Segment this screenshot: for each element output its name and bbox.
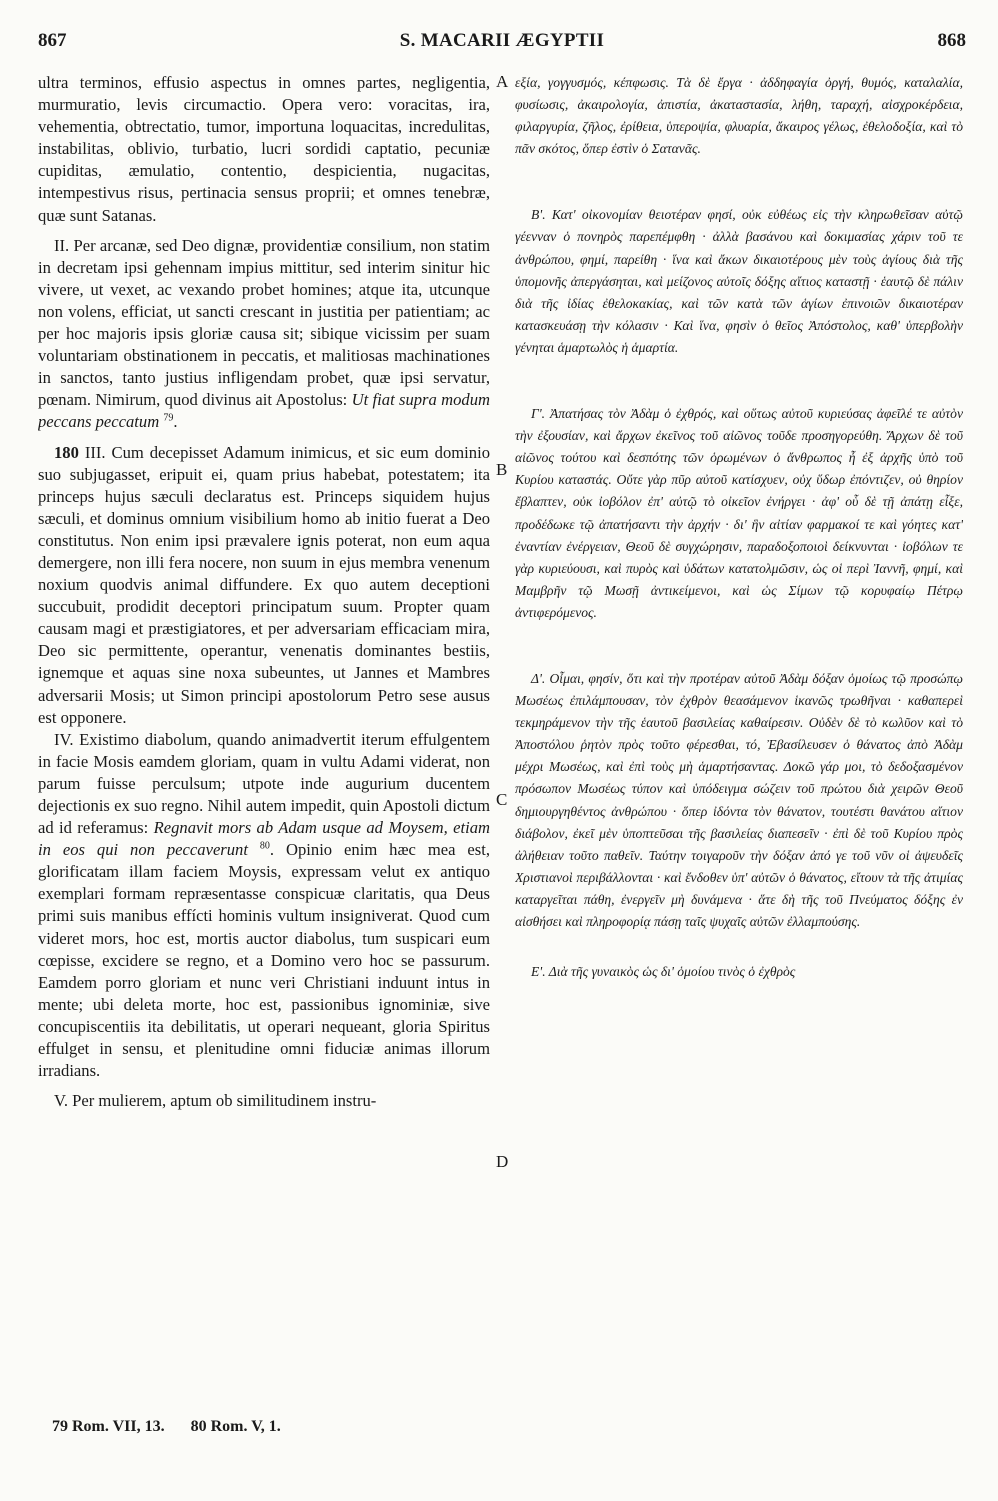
footnotes [52, 1418, 303, 1436]
latin-p2-end: . [173, 412, 178, 432]
greek-paragraph-2: Γ'. Ἀπατήσας τὸν Ἀδὰμ ὁ ἐχθρός, καὶ οὕτως αὐτοῦ κυριεύσας ἀφεῖλέ τε αὐτὸν τὴν ἐξουσίαν, καὶ ἄρχων ἐκεῖνος τοῦ αἰῶνος τοῦδε προσηγορεύθη. Ἄρχων δὲ τοῦ αἰῶνος τούτου καὶ δεσπότης τῶν ὁρωμένων ὁ ἄνθρωπος ἦ ἐξ ἀρχῆς ὑπὸ τοῦ Κυρίου καταστάς. Οὔτε γὰρ πῦρ αὐτοῦ κατίσχυεν, οὐχ ὕδωρ ἐπόντιζεν, οὐ θηρίον ἔβλαπτεν, οὐκ ἰοβόλον ἐπ' αὐτῷ τὸ οἰκεῖον ἐνήργει · ἀφ' οὗ δὲ τῇ ἀπάτῃ εἶξε, προδέδωκε τῷ ἀπατήσαντι τὴν ἀρχήν · δι' ἣν αἰτίαν φαρμακοί τε καὶ γόητες κατ' ἐναντίαν ἐνέργειαν, Θεοῦ δὲ συγχώρησιν, παραδοξοποιοὶ δείκνυνται · ἰοβόλων τε γὰρ κυριεύουσι, καὶ πυρὸς καὶ ὑδάτων κατατολμῶσιν, ὡς οἱ περὶ Ἰαννῆ, φημί, καὶ Μαμβρῆν τῷ Μωσῇ ἀντικείμενοι, καὶ ὡς Σίμων τῷ κορυφαίῳ Πέτρῳ ἀντιφερόμενος. [515, 406, 963, 620]
page-header [38, 30, 966, 60]
latin-paragraph-4 [38, 729, 490, 1083]
greek-column [515, 72, 963, 983]
greek-paragraph-3: Δ'. Οἶμαι, φησίν, ὅτι καὶ τὴν προτέραν αὐτοῦ Ἀδὰμ δόξαν ὁμοίως τῷ προσώπῳ Μωσέως ἐπιλάμπουσαν, τὸν ἐχθρὸν θεασάμενον ἱκανῶς τρωθῆναι · καθαπερεὶ τεκμηράμενον τὴν τῆς ἑαυτοῦ βασιλείας καθαίρεσιν. Οὐδὲν δὲ τὸ κωλῦον καὶ τὸ Ἀποστόλου ῥητὸν πρὸς τοῦτο φέρεσθαι, τό, Ἐβασίλευσεν ὁ θάνατος ἀπὸ Ἀδὰμ μέχρι Μωσέως, καὶ ἐπὶ τοὺς μὴ ἁμαρτήσαντας. Δοκῶ γάρ μοι, τὸ δεδοξασμένον πρόσωπον Μωσέως τύπον καὶ ὑπόδειγμα σώζειν τοῦ πρώτου διὰ χειρῶν Θεοῦ δημιουργηθέντος ἀνθρώπου · ὅπερ ἰδόντα τὸν θάνατον, τουτέστι θανάτου αἴτιον διάβολον, ἐκεῖ μὲν ὑποπτεῦσαι τῆς βασιλείας διαπεσεῖν · ἐπὶ δὲ τοῦ Κυρίου πρὸς ἀλήθειαν τοῦτο παθεῖν. Ταύτην τοιγαροῦν τὴν δόξαν ἀπό γε τοῦ νῦν οἱ ἀψευδεῖς Χριστιανοὶ περιβάλλονται · καὶ ἔνδοθεν ὑπ' αὐτῶν ὁ θάνατος, εἴτουν τὰ τῆς ἀτιμίας καταργεῖται πάθη, ἐνεργεῖν μὴ δυνάμενα · ἅτε δὴ τῆς τοῦ Πνεύματος δόξης ἐν αἰσθήσει καὶ πληροφορίᾳ πάσῃ ταῖς ψυχαῖς αὐτῶν ἐλλαμπούσης. [515, 670, 963, 929]
margin-marker-d: D [496, 1152, 509, 1171]
latin-p2-text: II. Per arcanæ, sed Deo dignæ, providentiæ consilium, non statim in decretam ipsi gehennam impius mittitur, sed interim sinitur hic vivere, ut vexet, ac vexando probet homines; atque ita, utcunque non volens, efficiat, ut sancti crescant in justitia per patientiam; ac per hoc majoris ipsis gloriæ causa sit; sibique vicissim per suam voluntariam obstinationem in peccatis, et malitiosas machinationes in sanctos, tanto justius infligendam probet, quæ ipsi servatur, pœnam. Nimirum, quod divinus ait Apostolus: [38, 235, 490, 410]
latin-paragraph-2 [38, 235, 490, 434]
greek-paragraph-1: Β'. Κατ' οἰκονομίαν θειοτέραν φησί, οὐκ εὐθέως εἰς τὴν κληρωθεῖσαν αὐτῷ γέενναν ὁ πονηρὸς παρεπέμφθη · ἀλλὰ βασάνου καὶ δοκιμασίας χάριν τοῦ τε ἀνθρώπου, φημί, παρείθη · ἵνα καὶ ἄκων δικαιοτέρους μὲν τοὺς ἁγίους διὰ τῆς ὑπομονῆς ἀπεργάσηται, καὶ μείζονος αὐτοῖς δόξης αἴτιος καταστῇ · ἑαυτῷ δὲ πάλιν διὰ τῆς ἰδίας ἐθελοκακίας, καὶ τῶν κατὰ τῶν ἁγίων ἐπινοιῶν δικαιοτέραν κατασκευάσῃ τὴν κόλασιν · Καὶ ἵνα, φησὶν ὁ θεῖος Ἀπόστολος, καθ' ὑπερβολὴν γένηται ἁμαρτωλὸς ἡ ἁμαρτία. [515, 207, 963, 355]
greek-paragraph-4: Ε'. Διὰ τῆς γυναικὸς ὡς δι' ὁμοίου τινὸς ὁ ἐχθρὸς [531, 964, 796, 980]
latin-paragraph-5: V. Per mulierem, aptum ob similitudinem instru- [54, 1091, 377, 1111]
page-number-left: 867 [38, 30, 67, 51]
greek-paragraph-0: εξία, γογγυσμός, κέπφωσις. Τὰ δὲ ἔργα · ἀδδηφαγία ὀργή, θυμός, καταλαλία, φυσίωσις, ἀκαιρολογία, ἀπιστία, ἀκαταστασία, λήθη, ταραχή, αἰσχροκέρδεια, φιλαργυρία, ζῆλος, ἐρίθεια, ὑπεροψία, φλυαρία, ἄκαιρος γέλως, ἐθελοδοξία, καὶ τὸ πᾶν σκότος, ὅπερ ἐστὶν ὁ Σατανᾶς. [515, 75, 963, 157]
running-title: S. MACARII ÆGYPTII [399, 30, 605, 51]
column-number-180: 180 [54, 442, 79, 462]
margin-marker-b: B [496, 460, 508, 479]
footnote-80: 80 Rom. V, 1. [190, 1418, 281, 1435]
footnote-79: 79 Rom. VII, 13. [52, 1418, 165, 1435]
latin-paragraph-3 [38, 442, 490, 729]
latin-p4-text-a: IV. Existimo diabolum, quando animadvertit iterum effulgentem in facie Mosis eamdem gloriam, quam in vultu Adami viderat, non parum fuisse perculsum; utpote inde augurium ducentem dejectionis ex suo regno. Nihil autem impedit, quin Apostoli dictum ad id referamus: [38, 729, 490, 838]
footnote-ref-79: 79 [163, 412, 174, 424]
latin-column [38, 72, 490, 1112]
page-number-right: 868 [937, 30, 966, 51]
latin-p4-text-b: . Opinio enim hæc mea est, glorificatam illam faciem Moysis, expressam velut ex antiquo exemplari formam repræsentasse conspicuæ claritatis, qua Deus primi suis manibus effícti hominis vultum insigniverat. Quod cum videret mors, hoc est, mortis auctor diabolus, tum suspicari eum cœpisse, excidere se regno, et a Domino vero hoc se passurum. Eamdem porro gloriam et nunc veri Christiani induunt intus in mente; ubi deleta morte, hoc est, passionibus ignominiæ, sive concupiscentiis ita debilitatis, ut operari nequeant, gloria Spiritus effulget in sensu, et plenitudine omni fiduciæ animas illorum irradians. [38, 840, 490, 1081]
margin-marker-a: A [496, 72, 509, 91]
latin-p4-quote: Regnavit mors ab Adam usque ad Moysem, etiam in eos qui non peccaverunt [38, 818, 490, 860]
margin-marker-c: C [496, 790, 508, 809]
latin-p2-quote: Ut fiat supra modum peccans peccatum [38, 390, 490, 432]
latin-paragraph-0: ultra terminos, effusio aspectus in omnes partes, negligentia, murmuratio, levis circumactio. Opera vero: voracitas, ira, vehementia, obtrectatio, tumor, importuna loquacitas, incredulitas, instabilitas, oblivio, turbatio, lucri sordidi captatio, pecuniæ cupiditas, æmulatio, contentio, despicientia, nugacitas, intempestivus risus, pertinacia sensus proprii; et omnes tenebræ, quæ sunt Satanas. [38, 73, 490, 225]
footnote-ref-80: 80 [259, 840, 270, 852]
latin-p3-text: III. Cum decepisset Adamum inimicus, et sic eum dominio suo subjugasset, eripuit ei, quam prius habebat, potestatem; ita princeps hujus sæculi declaratus est. Princeps siquidem hujus sæculi, et dominus omnium visibilium homo ab initio fuerat a Deo constitutus. Non enim ipsi prævalere ignis poterat, non eum aqua demergere, non illi fera nocere, non suum in ejus membra venenum noxium quodvis animal diffundere. Ex quo autem deceptioni succubuit, prodidit deceptori principatum suum. Propter quam causam magi et præstigiatores, et per adversariam efficaciam mira, Deo sic permittente, operantur, venenatis dominantes bestiis, ignemque et aquas sine noxa subeuntes, ut Jannes et Mambres adversarii Mosis; ut Simon principi apostolorum Petro sese ausus est opponere. [38, 442, 490, 727]
